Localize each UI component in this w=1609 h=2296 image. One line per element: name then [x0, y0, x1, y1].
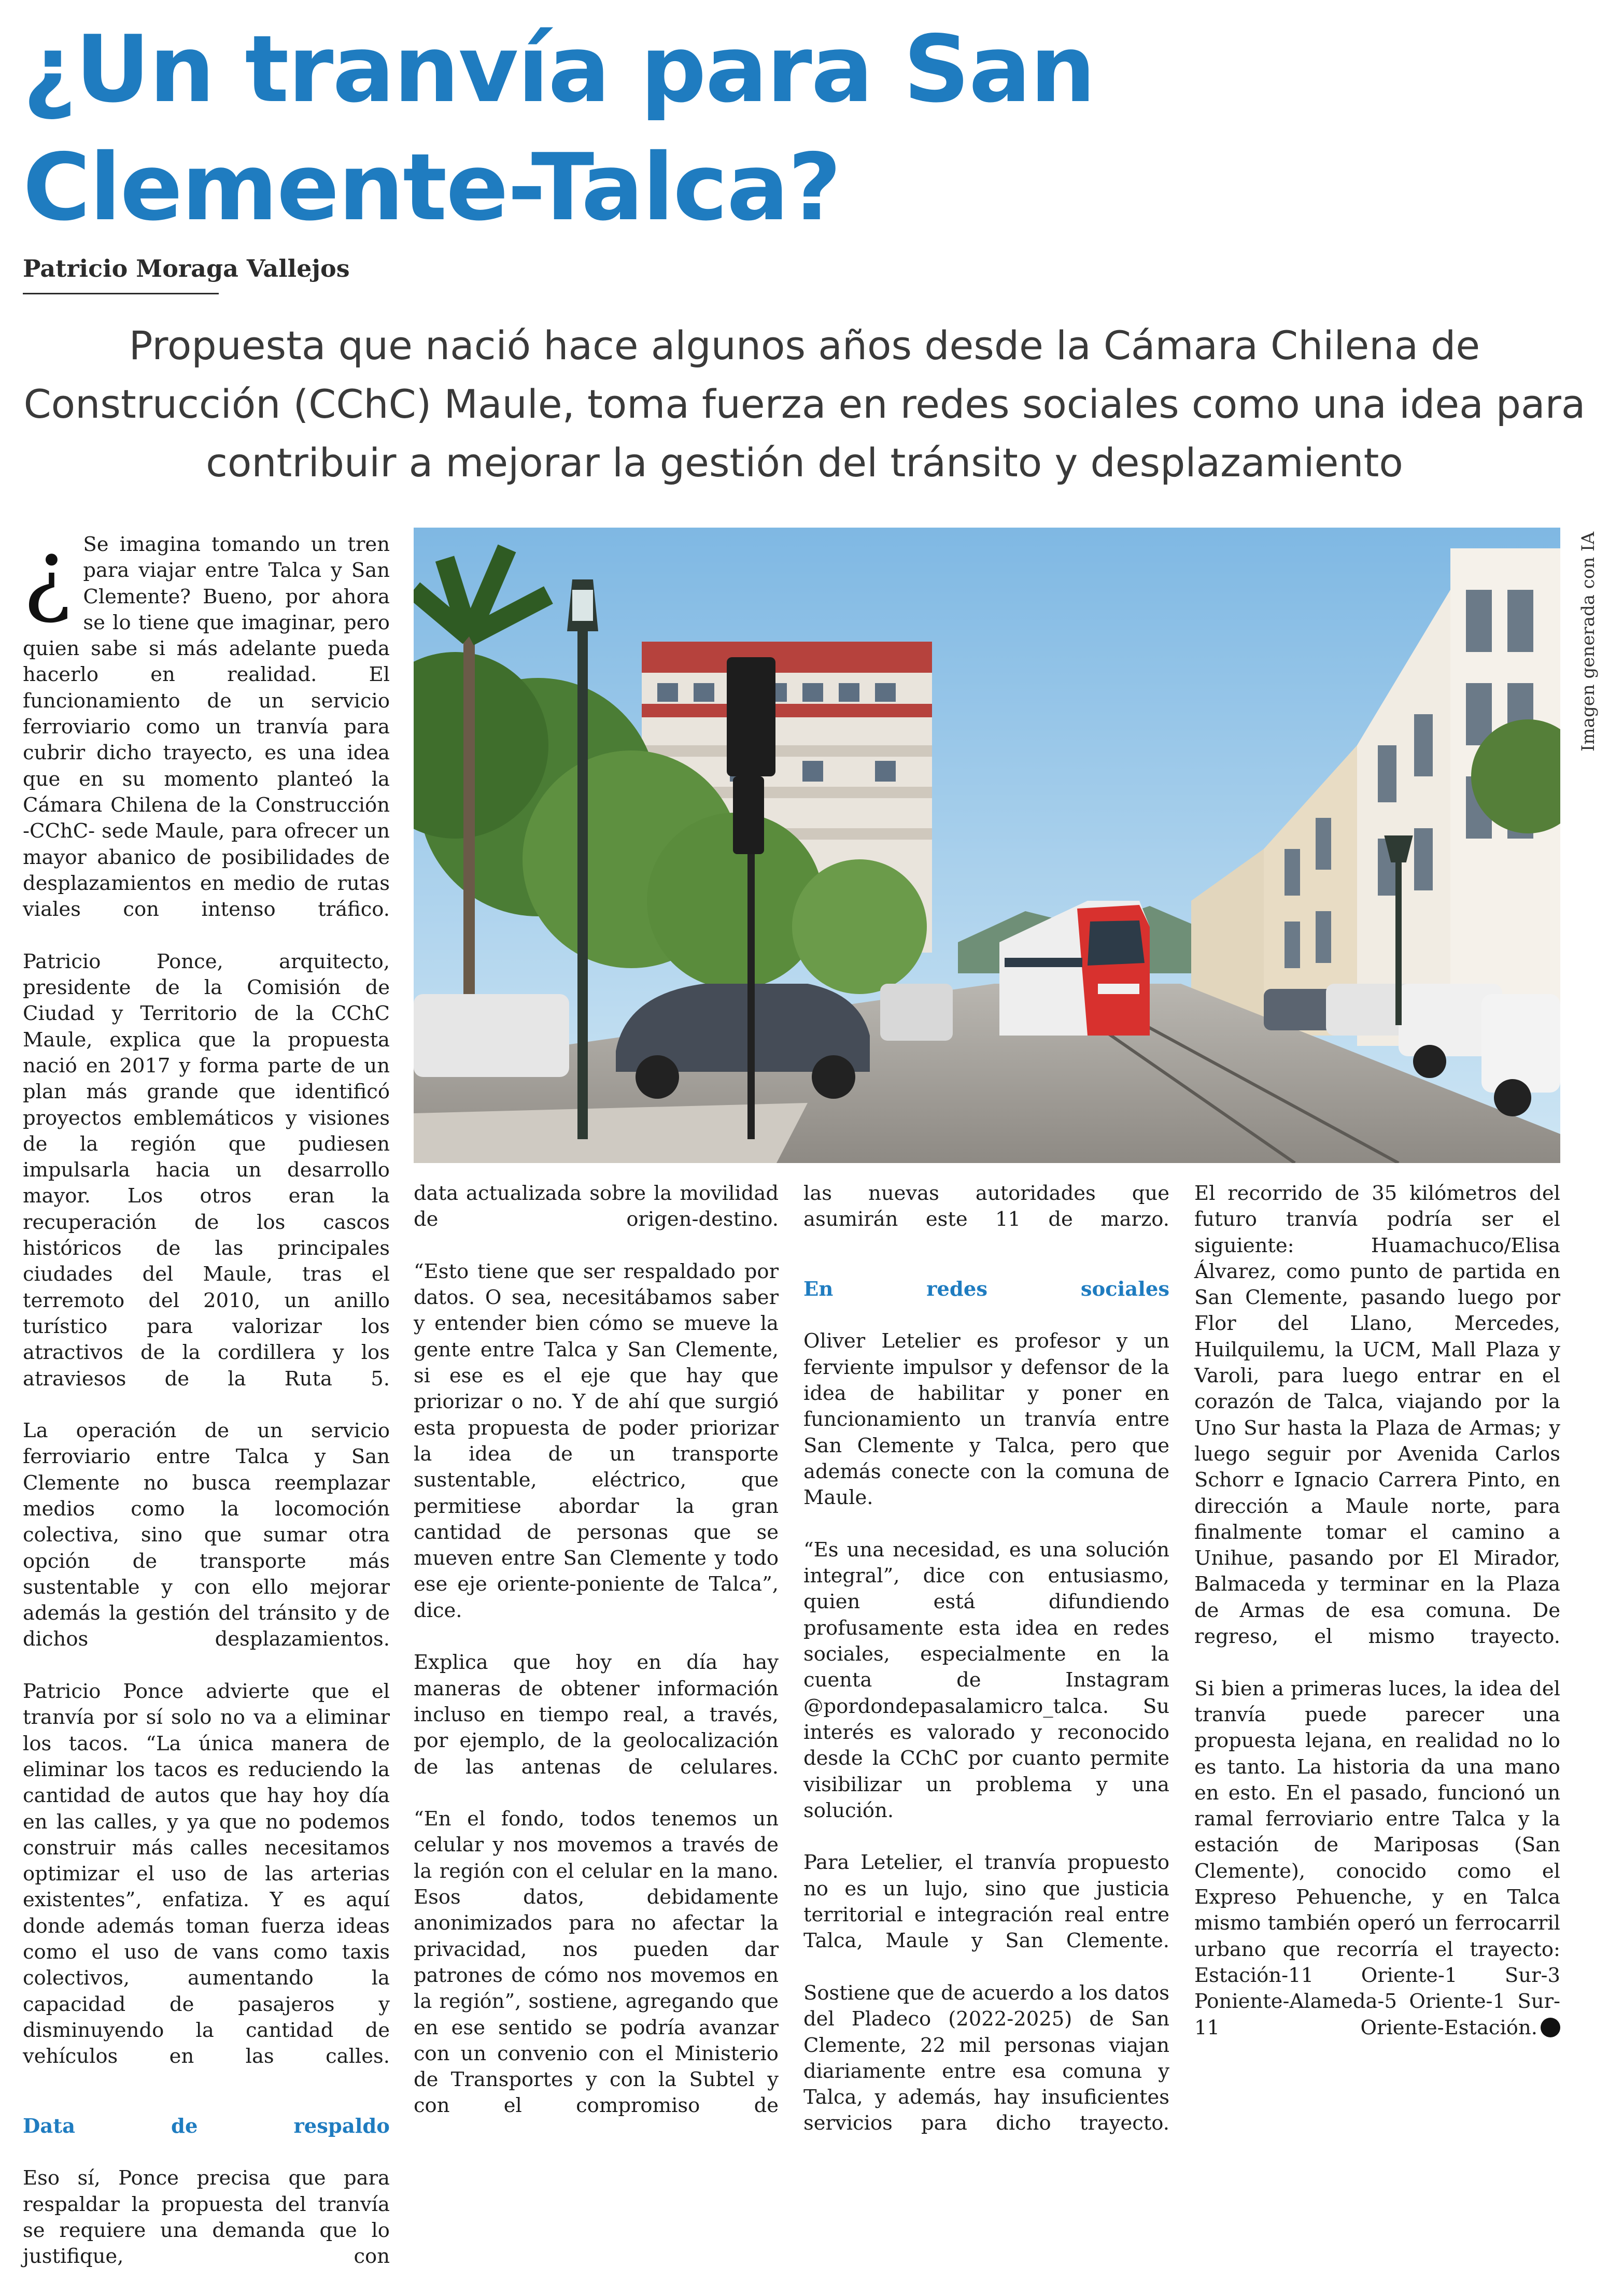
- paragraph: “Esto tiene que ser respaldado por datos. O sea, necesitábamos saber y entender bien cómo se mueve la gente entre Talca y San Clemente, si ese es el eje que hay que priorizar o no. Y de ahí que surgió esta propuesta de poder priorizar la idea de un transporte sustentable, eléctrico, que permitiese abordar la gran cantidad de personas que se mueven entre San Clemente y todo ese eje oriente-poniente de Talca”, dice.: [414, 1259, 779, 1622]
- paragraph: Se imagina tomando un tren para viajar entre Talca y San Clemente? Bueno, por ahora se lo tiene que imaginar, pero quien sabe si más adelante pueda hacerlo en realidad. El funcionamiento de un servicio ferroviario como un tranvía para cubrir dicho trayecto, es una idea que en su momento planteó la Cámara Chilena de la Construcción -CChC- sede Maule, para ofrecer un mayor abanico de posibilidades de desplazamientos en medio de rutas viales con intenso tráfico.: [23, 533, 390, 922]
- tram-street-illustration: [414, 528, 1560, 1163]
- column-1: [23, 520, 390, 2269]
- column-4: [1194, 1181, 1560, 2039]
- paragraph: “Es una necesidad, es una solución integral”, dice con entusiasmo, quien está difundiendo profusamente esta idea en redes sociales, especialmente en la cuenta de Instagram @pordondepasalamicro_talca. Su interés es valorado y reconocido desde la CChC por cuanto permite visibilizar un problema y una solución.: [803, 1538, 1169, 1822]
- byline: Patricio Moraga Vallejos: [23, 254, 350, 282]
- paragraph: Patricio Ponce, arquitecto, presidente de la Comisión de Ciudad y Territorio de la CChC Maule, explica que la propuesta nació en 2017 y forma parte de un plan más grande que identificó proyectos emblemáticos y visiones de la región que pudiesen impulsarla hacia un desarrollo mayor. Los otros eran la recuperación de los cascos históricos de las principales ciudades del Maule, tras el terremoto del 2010, un anillo turístico para valorizar los atractivos de la cordillera y los atraviesos de la Ruta 5.: [23, 949, 390, 1391]
- paragraph: las nuevas autoridades que asumirán este 11 de marzo.: [803, 1182, 1169, 1231]
- final-paragraph-text: Si bien a primeras luces, la idea del tranvía puede parecer una propuesta lejana, en realidad no lo es tanto. La historia da una mano en esto. En el pasado, funcionó un ramal ferroviario entre Talca y la estación de Mariposas (San Clemente), conocido como el Expreso Pehuenche, y en Talca mismo también operó un ferrocarril urbano que recorría el trayecto: Estación-11 Oriente-1 Sur-3 Poniente-Alameda-5 Oriente-1 Sur-11 Oriente-Estación.: [1194, 1677, 1560, 2039]
- image-credit: Imagen generada con IA: [1578, 531, 1599, 752]
- paragraph: Explica que hoy en día hay maneras de obtener información incluso en tiempo real, a través, por ejemplo, de la geolocalización de las antenas de celulares.: [414, 1651, 779, 1779]
- paragraph-final: [1194, 1676, 1560, 2067]
- paragraph: Sostiene que de acuerdo a los datos del Pladeco (2022-2025) de San Clemente, 22 mil personas viajan diariamente entre esa comuna y Talca, y además, hay insuficientes servicios para dicho trayecto.: [803, 1981, 1169, 2135]
- column-3: [803, 1181, 1169, 2135]
- paragraph: Para Letelier, el tranvía propuesto no es un lujo, sino que justicia territorial e integración real entre Talca, Maule y San Clemente.: [803, 1851, 1169, 1953]
- byline-rule: [23, 293, 219, 294]
- column-2: [414, 1181, 779, 2118]
- drop-cap: ¿: [23, 520, 72, 627]
- paragraph: El recorrido de 35 kilómetros del futuro tranvía podría ser el siguiente: Huamachuco/Elisa Álvarez, como punto de partida en San Clemente, pasando luego por Flor del Llano, Mercedes, Huilquilemu, la UCM, Mall Plaza y Varoli, para luego entrar en el corazón de Talca, viajando por la Uno Sur hasta la Plaza de Armas; y luego seguir por Avenida Carlos Schorr e Ignacio Carrera Pinto, en dirección a Maule norte, para finalmente tomar el camino a Unihue, pasando por El Mirador, Balmaceda y terminar en la Plaza de Armas de esa comuna. De regreso, el mismo trayecto.: [1194, 1182, 1560, 1649]
- paragraph: data actualizada sobre la movilidad de origen-destino.: [414, 1182, 779, 1231]
- end-mark-icon: [1541, 2018, 1560, 2037]
- paragraph: Patricio Ponce advierte que el tranvía por sí solo no va a eliminar los tacos. “La única manera de eliminar los tacos es reduciendo la cantidad de autos que hay hoy día en las calles, y ya que no podemos construir más calles necesitamos optimizar el uso de las arterias existentes”, enfatiza. Y es aquí donde además toman fuerza ideas como el uso de vans como taxis colectivos, aumentando la capacidad de pasajeros y disminuyendo la cantidad de vehículos en las calles.: [23, 1680, 390, 2068]
- headline: [23, 10, 1215, 247]
- paragraph: La operación de un servicio ferroviario entre Talca y San Clemente no busca reemplazar medios como la locomoción colectiva, sino que sumar otra opción de transporte más sustentable y con ello mejorar además la gestión del tránsito y de dichos desplazamientos.: [23, 1419, 390, 1651]
- paragraph: Oliver Letelier es profesor y un ferviente impulsor y defensor de la idea de habilitar y poner en funcionamiento un tranvía entre San Clemente y Talca, pero que además conecte con la comuna de Maule.: [803, 1329, 1169, 1510]
- lead-paragraph: Propuesta que nació hace algunos años desde la Cámara Chilena de Construcción (CChC) Maule, toma fuerza en redes sociales como una idea para contribuir a mejorar la gestión del tránsito y desplazamiento: [23, 322, 1586, 486]
- headline-line-1: ¿Un tranvía para San: [23, 16, 1095, 123]
- subhead-data-de-respaldo: Data de respaldo: [23, 2114, 390, 2138]
- headline-line-2: Clemente-Talca?: [23, 134, 841, 241]
- paragraph: Eso sí, Ponce precisa que para respaldar la propuesta del tranvía se requiere una demanda que lo justifique, con: [23, 2166, 390, 2269]
- paragraph: “En el fondo, todos tenemos un celular y nos movemos a través de la región con el celular en la mano. Esos datos, debidamente anonimizados para no afectar la privacidad, nos pueden dar patrones de cómo nos movemos en la región”, sostiene, agregando que en ese sentido se podría avanzar con un convenio con el Ministerio de Transportes y con la Subtel y con el compromiso de: [414, 1807, 779, 2118]
- subhead-en-redes-sociales: En redes sociales: [803, 1277, 1169, 1301]
